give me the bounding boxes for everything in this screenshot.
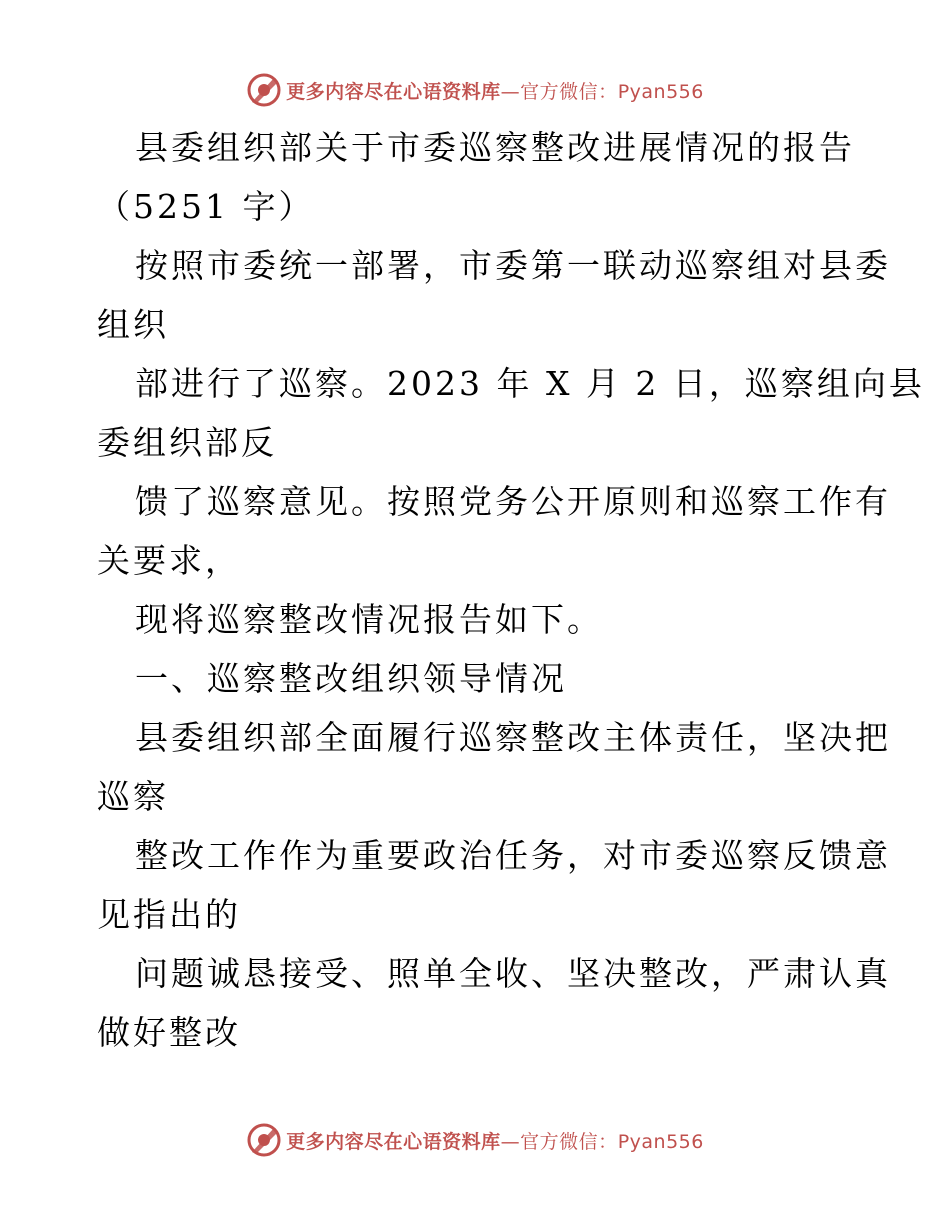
paragraph-line: 问题诚恳接受、照单全收、坚决整改，严肃认真 xyxy=(135,954,891,993)
footer-banner-main: 更多内容尽在心语资料库 xyxy=(286,1130,501,1153)
footer-banner-text xyxy=(286,1127,704,1154)
paragraph-line: 现将巡察整改情况报告如下。 xyxy=(135,600,603,639)
header-banner-id: Pyan556 xyxy=(617,80,704,103)
header-banner-text xyxy=(286,77,704,104)
footer-banner-sep: —官方微信： xyxy=(500,1130,618,1153)
paragraph-line: 部进行了巡察。2023 年 X 月 2 日，巡察组向县 xyxy=(135,364,925,403)
header-banner-sep: —官方微信： xyxy=(500,80,618,103)
paragraph-line: 整改工作作为重要政治任务，对市委巡察反馈意 xyxy=(135,836,891,875)
section-heading: 一、巡察整改组织领导情况 xyxy=(135,659,567,698)
footer-banner xyxy=(0,1118,950,1162)
paragraph-line: 巡察 xyxy=(97,777,169,816)
paragraph-line: 组织 xyxy=(97,305,169,344)
paragraph-line: 做好整改 xyxy=(97,1013,241,1052)
paragraph-line: 按照市委统一部署，市委第一联动巡察组对县委 xyxy=(135,246,891,285)
document-title: 县委组织部关于市委巡察整改进展情况的报告 xyxy=(135,128,855,167)
header-banner xyxy=(0,68,950,112)
paragraph-line: 委组织部反 xyxy=(97,423,277,462)
document-subtitle: （5251 字） xyxy=(97,187,315,226)
paragraph-line: 见指出的 xyxy=(97,895,241,934)
paragraph-line: 县委组织部全面履行巡察整改主体责任，坚决把 xyxy=(135,718,891,757)
document-body xyxy=(97,118,925,1062)
pen-circle-logo-icon xyxy=(246,1122,282,1158)
header-banner-main: 更多内容尽在心语资料库 xyxy=(286,80,501,103)
paragraph-line: 馈了巡察意见。按照党务公开原则和巡察工作有 xyxy=(135,482,891,521)
footer-banner-id: Pyan556 xyxy=(617,1130,704,1153)
pen-circle-logo-icon xyxy=(246,72,282,108)
paragraph-line: 关要求， xyxy=(97,541,241,580)
